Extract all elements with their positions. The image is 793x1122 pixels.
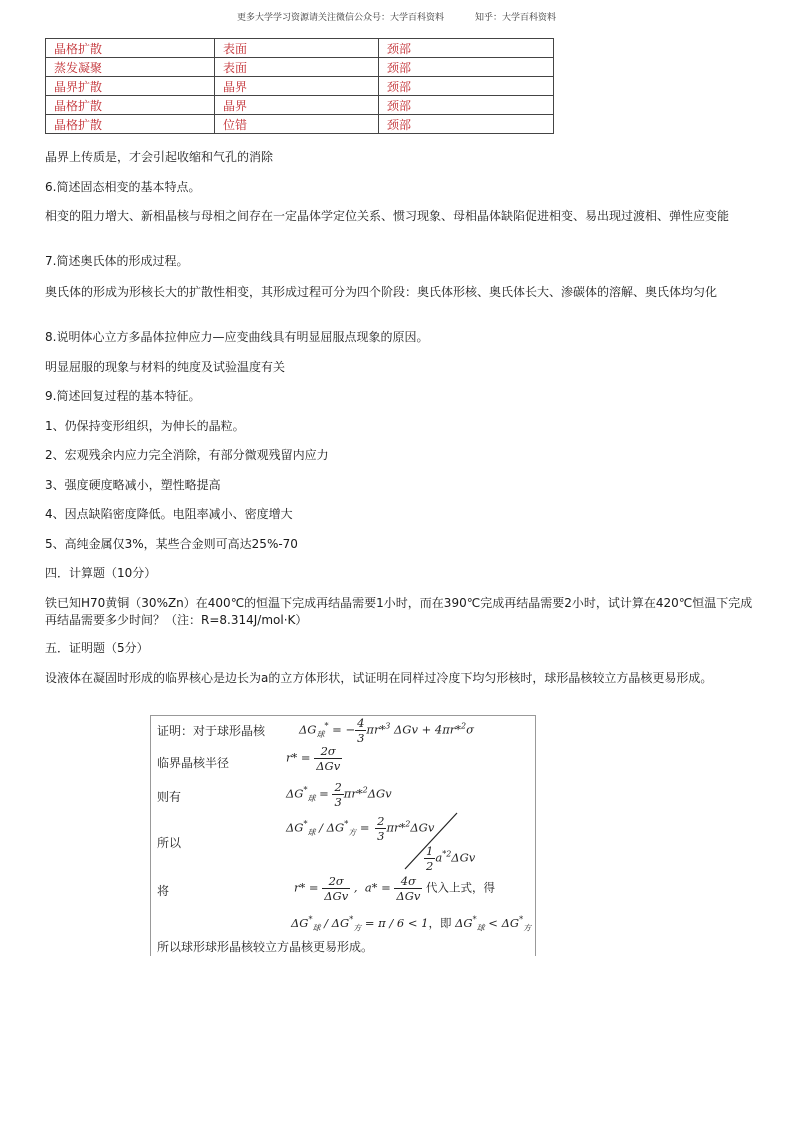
table-cell: 晶界	[215, 77, 379, 96]
section-heading-5: 五．证明题（5分）	[45, 641, 149, 655]
formula-critical-radius: r* = $\frac{2\sigma}{\text{ΔGv}}$	[286, 744, 341, 773]
answer-8: 明显屈服的现象与材料的纯度及试验温度有关	[45, 360, 286, 374]
table-cell: 晶界	[215, 96, 379, 115]
table-cell: 位错	[215, 115, 379, 134]
proof-figure	[150, 715, 536, 956]
list-item: 3、强度硬度略减小，塑性略提高	[45, 478, 221, 492]
table-row	[46, 39, 554, 58]
proof-line: 则有	[157, 790, 182, 804]
table-cell: 晶界扩散	[46, 77, 215, 96]
body-text: 晶界上传质是，才会引起收缩和气孔的消除	[45, 150, 274, 164]
answer-7: 奥氏体的形成为形核长大的扩散性相变，其形成过程可分为四个阶段：奥氏体形核、奥氏体长大、渗碳体的溶解、奥氏体均匀化	[45, 285, 718, 299]
formula-energy-sphere: $\Delta G^*_球$ = $\frac{2}{3}$ πr*$^2$ΔGv	[286, 780, 392, 809]
question-6: 6.简述固态相变的基本特点。	[45, 180, 201, 194]
table-cell: 表面	[215, 39, 379, 58]
formula-substitution: r* = $\frac{2\sigma}{\text{ΔGv}}$ , a* = $\frac{4\sigma}{\text{ΔGv}}$ 代入上式，得	[294, 874, 496, 903]
table-row	[46, 58, 554, 77]
table-cell: 蒸发凝聚	[46, 58, 215, 77]
table-cell: 颈部	[379, 77, 554, 96]
table-cell: 颈部	[379, 58, 554, 77]
table-row	[46, 96, 554, 115]
calculation-question: 铁已知H70黄铜（30%Zn）在400℃的恒温下完成再结晶需要1小时，而在390℃完成再结晶需要2小时，试计算在420℃恒温下完成再结晶需要多少时间？（注：R=8.314J/mol·K）	[45, 596, 753, 627]
list-item: 2、宏观残余内应力完全消除，有部分微观残留内应力	[45, 448, 329, 462]
list-item: 1、仍保持变形组织，为伸长的晶粒。	[45, 419, 245, 433]
table-cell: 颈部	[379, 39, 554, 58]
table-cell: 晶格扩散	[46, 115, 215, 134]
sintering-table	[45, 38, 554, 134]
table-row	[46, 77, 554, 96]
formula-ratio-denominator: $\frac{1}{2}$ $a^{*2}\Delta Gv$	[426, 844, 476, 873]
proof-conclusion: 所以球形球形晶核较立方晶核更易形成。	[157, 940, 374, 954]
header-left: 更多大学学习资源请关注微信公众号：大学百科资料	[237, 13, 445, 23]
table-cell: 颈部	[379, 96, 554, 115]
proof-question: 设液体在凝固时形成的临界核心是边长为a的立方体形状，试证明在同样过冷度下均匀形核时，球形晶核较立方晶核更易形成。	[45, 671, 713, 685]
list-item: 4、因点缺陷密度降低。电阻率减小、密度增大	[45, 507, 293, 521]
proof-line: 临界晶核半径	[157, 756, 230, 770]
formula-ratio: $\Delta G^*_球 / \Delta G^*_方$ = $\frac{2}{3}$ πr*$^2$ΔGv	[286, 814, 435, 843]
answer-6: 相变的阻力增大、新相晶核与母相之间存在一定晶体学定位关系、惯习现象、母相晶体缺陷促进相变、易出现过渡相、弹性应变能	[45, 209, 730, 223]
proof-line: 所以	[157, 836, 182, 850]
question-7: 7.简述奥氏体的形成过程。	[45, 254, 189, 268]
formula-result: $\Delta G^*_球 / \Delta G^*_方 = \pi / 6 < 1$，即 $\Delta G^*_球 < \Delta G^*_方$	[291, 915, 532, 933]
question-9: 9.简述回复过程的基本特征。	[45, 389, 201, 403]
proof-substitute-text: 代入上式，得	[426, 880, 496, 895]
proof-namely-text: ，即	[428, 916, 452, 930]
question-8: 8.说明体心立方多晶体拉伸应力—应变曲线具有明显屈服点现象的原因。	[45, 330, 429, 344]
formula-gibbs-sphere: $\Delta G_球^*$ = − $\frac{4}{3}$ πr*$^3$ ΔGv + 4πr*$^2$σ	[299, 716, 474, 745]
header-right: 知乎：大学百科资料	[474, 13, 556, 23]
page-header	[0, 10, 793, 23]
section-heading-4: 四．计算题（10分）	[45, 566, 157, 580]
table-cell: 表面	[215, 58, 379, 77]
list-item: 5、高纯金属仅3%，某些合金则可高达25%-70	[45, 537, 298, 551]
table-cell: 晶格扩散	[46, 96, 215, 115]
table-cell: 晶格扩散	[46, 39, 215, 58]
proof-line: 将	[157, 884, 170, 898]
proof-line: 证明：对于球形晶核	[157, 724, 266, 738]
table-row	[46, 115, 554, 134]
table-cell: 颈部	[379, 115, 554, 134]
